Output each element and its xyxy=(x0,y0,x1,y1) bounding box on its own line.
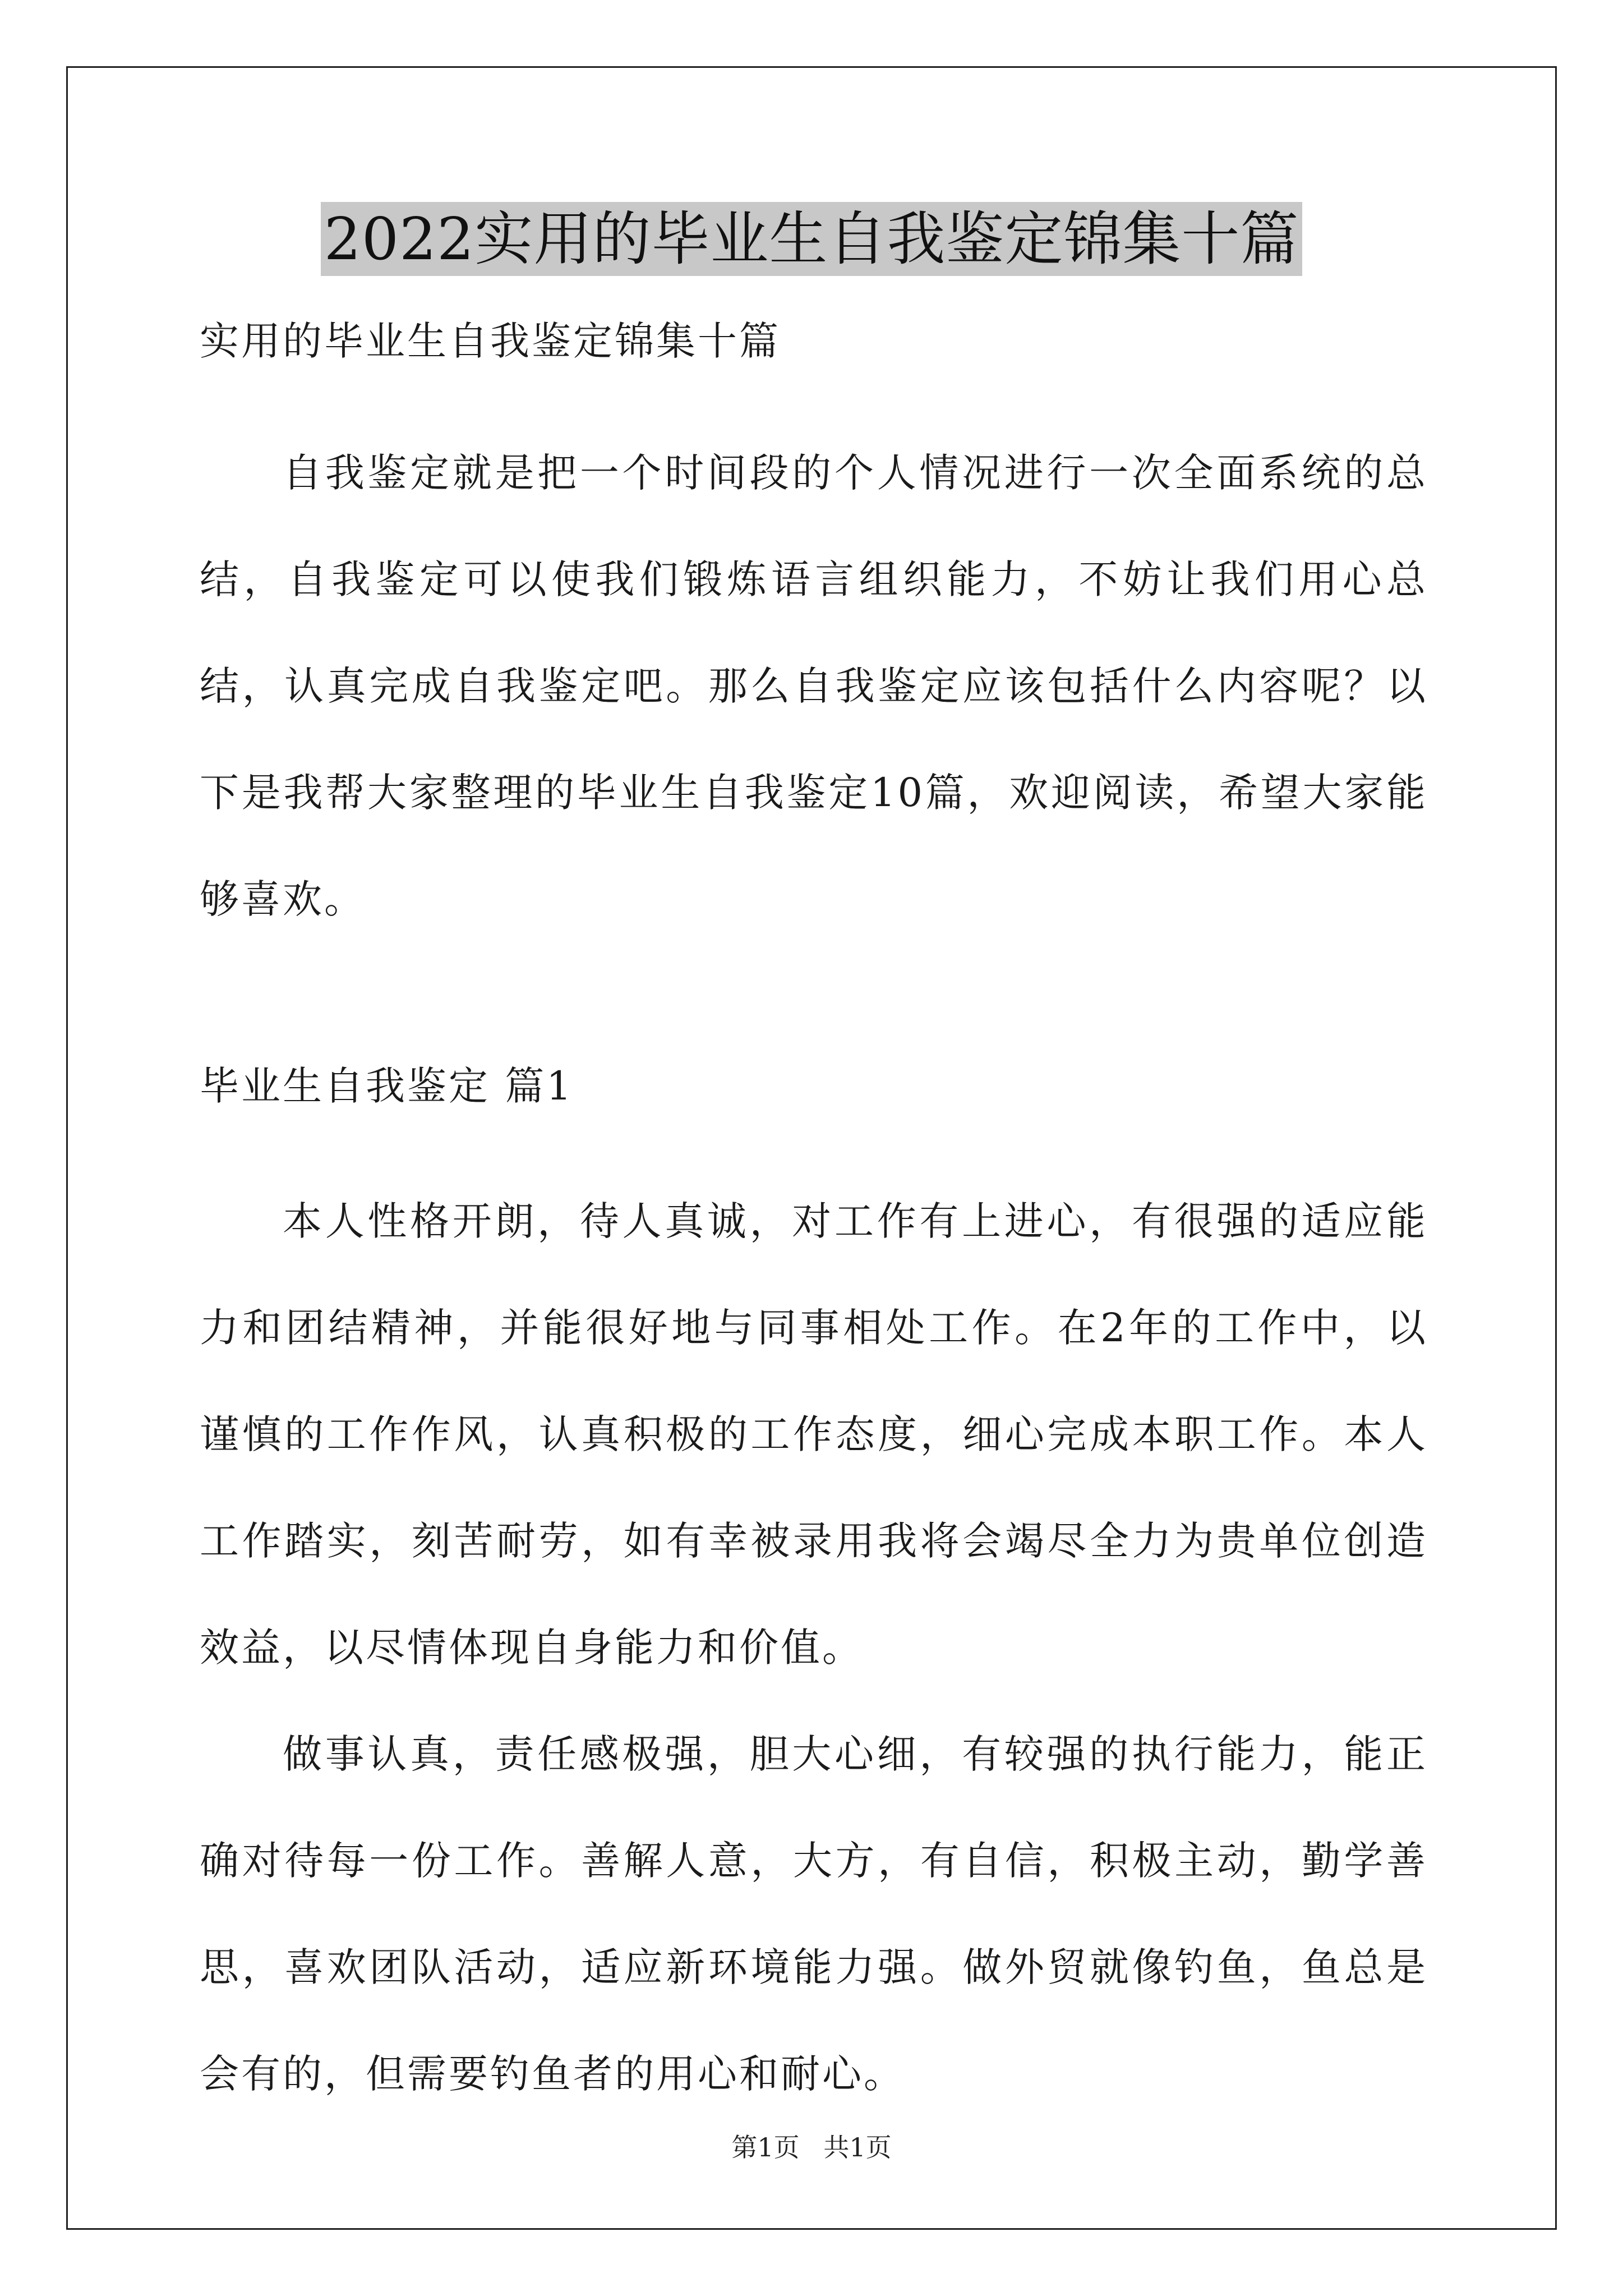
page-number: 第1页 xyxy=(731,2132,800,2162)
page-footer xyxy=(0,2131,1623,2164)
section-paragraph-1: 本人性格开朗，待人真诚，对工作有上进心，有很强的适应能力和团结精神，并能很好地与同事相处工作。在2年的工作中，以谨慎的工作作风，认真积极的工作态度，细心完成本职工作。本人工作踏实，刻苦耐劳，如有幸被录用我将会竭尽全力为贵单位创造效益，以尽情体现自身能力和价值。 xyxy=(200,1198,1428,1671)
section-heading: 毕业生自我鉴定 篇1 xyxy=(200,1063,574,1109)
document-title: 2022实用的毕业生自我鉴定锦集十篇 xyxy=(321,202,1303,276)
section-paragraph-2: 做事认真，责任感极强，胆大心细，有较强的执行能力，能正确对待每一份工作。善解人意，大方，有自信，积极主动，勤学善思，喜欢团队活动，适应新环境能力强。做外贸就像钓鱼，鱼总是会有的，但需要钓鱼者的用心和耐心。 xyxy=(200,1731,1428,2097)
title-container xyxy=(0,202,1623,276)
page-total: 共1页 xyxy=(823,2132,892,2162)
intro-paragraph: 自我鉴定就是把一个时间段的个人情况进行一次全面系统的总结，自我鉴定可以使我们锻炼语言组织能力，不妨让我们用心总结，认真完成自我鉴定吧。那么自我鉴定应该包括什么内容呢？以下是我帮大家整理的毕业生自我鉴定10篇，欢迎阅读，希望大家能够喜欢。 xyxy=(200,450,1428,922)
document-body xyxy=(200,314,1428,2127)
document-subtitle: 实用的毕业生自我鉴定锦集十篇 xyxy=(200,318,781,364)
